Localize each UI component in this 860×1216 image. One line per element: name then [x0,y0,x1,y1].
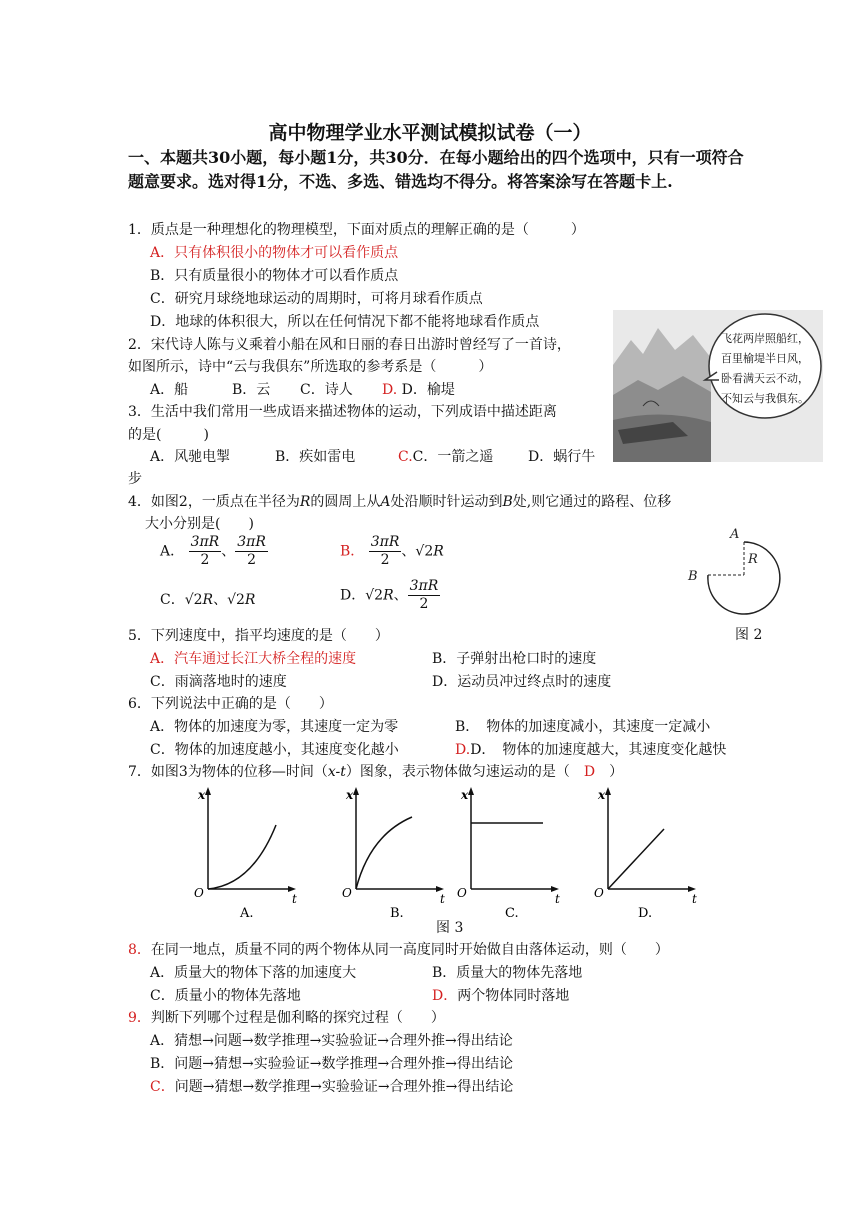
svg-text:t: t [555,892,560,906]
q6-option-c: C．物体的加速度越小，其速度变化越小 [150,742,399,758]
q8-option-b: B．质量大的物体先落地 [432,965,583,981]
q5-option-b: B．子弹射出枪口时的速度 [432,651,597,667]
q2-stem-line2: 如图所示，诗中“云与我俱东”所选取的参考系是（ ） [128,359,493,375]
q1-option-d: D．地球的体积很大，所以在任何情况下都不能将地球看作质点 [150,314,540,330]
q8-option-c: C．质量小的物体先落地 [150,988,301,1004]
figure-2-circle [682,518,792,618]
section-instructions: 一、本题共30小题，每小题1分，共30分．在每小题给出的四个选项中，只有一项符合题意要求。选对得1分，不选、多选、错选均不得分。将答案涂写在答题卡上. [128,148,744,191]
q3-option-c-label: C. [398,449,413,465]
figure-2-caption: 图 2 [735,627,763,643]
q3-option-d: D．蜗行牛 [528,449,596,465]
q3-option-b: B．疾如雷电 [275,449,356,465]
graph-a-label: A. [240,906,254,920]
q7-answer: D [583,764,596,780]
q1-option-a: A．只有体积很小的物体才可以看作质点 [150,245,399,261]
q3-option-a: A．风驰电掣 [150,449,231,465]
graph-c-label: C. [505,906,519,920]
q7-stem: 7．如图3为物体的位移—时间（x-t）图象，表示物体做匀速运动的是（ D ） [128,764,624,780]
q4-fraction: $\frac{3\pi R}{2}$ [190,534,220,568]
q2-option-a: A．船 [150,382,189,398]
q1-option-b: B．只有质量很小的物体才可以看作质点 [150,268,399,284]
q4-stem-line1: 4．如图2，一质点在半径为R的圆周上从A处沿顺时针运动到B处,则它通过的路程、位移 [128,494,672,510]
q3-option-d-wrap: 步 [128,471,142,487]
q8-option-a: A．质量大的物体下落的加速度大 [150,965,357,981]
fig2-label-a: A [730,527,740,542]
graph-d-label: D. [638,906,653,920]
q6-option-d-label: D. [455,742,471,758]
q2-option-d-label: D. [382,382,398,398]
q1-stem: 1．质点是一种理想化的物理模型，下面对质点的理解正确的是（ ） [128,222,585,238]
q4-fraction: $\frac{3\pi R}{2}$ [409,578,439,612]
q1-option-c: C．研究月球绕地球运动的周期时，可将月球看作质点 [150,291,483,307]
q4-fraction: $\frac{3\pi R}{2}$ [370,534,400,568]
page-title: 高中物理学业水平测试模拟试卷（一） [268,122,592,144]
q5-option-d: D．运动员冲过终点时的速度 [432,674,612,690]
svg-text:x: x [198,788,206,802]
poem-line-1: 飞花两岸照船红， [721,332,809,345]
q6-option-a: A．物体的加速度为零，其速度一定为零 [150,719,399,735]
q2-stem-line1: 2．宋代诗人陈与义乘着小船在风和日丽的春日出游时曾经写了一首诗， [128,337,571,353]
poem-line-4: 不知云与我俱东。 [721,392,809,405]
fig2-label-r: R [748,552,758,567]
svg-text:t: t [440,892,445,906]
q5-option-a: A．汽车通过长江大桥全程的速度 [150,651,357,667]
q4-stem-line2: 大小分别是( ) [145,516,254,532]
graph-b [340,785,450,924]
q5-stem: 5．下列速度中，指平均速度的是（ ） [128,628,389,644]
q9-option-b: B．问题→猜想→实验验证→数学推理→合理外推→得出结论 [150,1056,513,1072]
q9-option-a: A．猜想→问题→数学推理→实验验证→合理外推→得出结论 [150,1033,513,1049]
poem-illustration [613,310,823,462]
graph-a [192,785,302,924]
q3-stem-line2: 的是( ) [128,427,209,443]
q4-option-d: D．√2R、 $\frac{3\pi R}{2}$ [340,578,439,612]
svg-text:O: O [457,886,467,900]
svg-text:x: x [598,788,606,802]
q5-option-c: C．雨滴落地时的速度 [150,674,287,690]
svg-text:x: x [346,788,354,802]
q2-option-c: C．诗人 [300,382,353,398]
q6-option-d: D． 物体的加速度越大，其速度变化越快 [470,742,727,758]
svg-text:O: O [594,886,604,900]
q4-option-b: B． $\frac{3\pi R}{2}$ 、√2R [340,534,444,568]
graph-c [455,785,565,924]
poem-line-2: 百里榆堤半日风， [721,352,809,365]
svg-text:t: t [292,892,297,906]
fig2-label-b: B [688,569,698,584]
svg-text:O: O [194,886,204,900]
svg-text:O: O [342,886,352,900]
q8-option-d: 两个物体同时落地 [457,988,570,1004]
graph-b-label: B. [390,906,404,920]
q9-option-c-label: C． [150,1079,175,1095]
q2-option-d: D．榆堤 [401,382,455,398]
q6-option-b: B． 物体的加速度减小，其速度一定减小 [455,719,711,735]
q6-stem: 6．下列说法中正确的是（ ） [128,696,333,712]
poem-line-3: 卧看满天云不动， [721,372,809,385]
figure-3-caption: 图 3 [436,920,464,936]
q9-option-c: 问题→猜想→数学推理→实验验证→合理外推→得出结论 [174,1079,514,1095]
q2-option-b: B．云 [232,382,271,398]
svg-text:x: x [461,788,469,802]
q4-option-c: C．√2R、√2R [160,592,256,608]
q8-stem: 8．在同一地点，质量不同的两个物体从同一高度同时开始做自由落体运动，则（ ） [128,942,669,958]
graph-d [592,785,702,924]
q3-option-c: C．一箭之遥 [412,449,494,465]
q9-stem: 9．判断下列哪个过程是伽利略的探究过程（ ） [128,1010,445,1026]
svg-text:t: t [692,892,697,906]
q3-stem-line1: 3．生活中我们常用一些成语来描述物体的运动，下列成语中描述距离 [128,404,557,420]
q4-option-a: A． $\frac{3\pi R}{2}$ 、 $\frac{3\pi R}{2}$ [160,534,266,568]
q4-fraction: $\frac{3\pi R}{2}$ [237,534,266,568]
q8-option-d-label: D． [432,988,458,1004]
